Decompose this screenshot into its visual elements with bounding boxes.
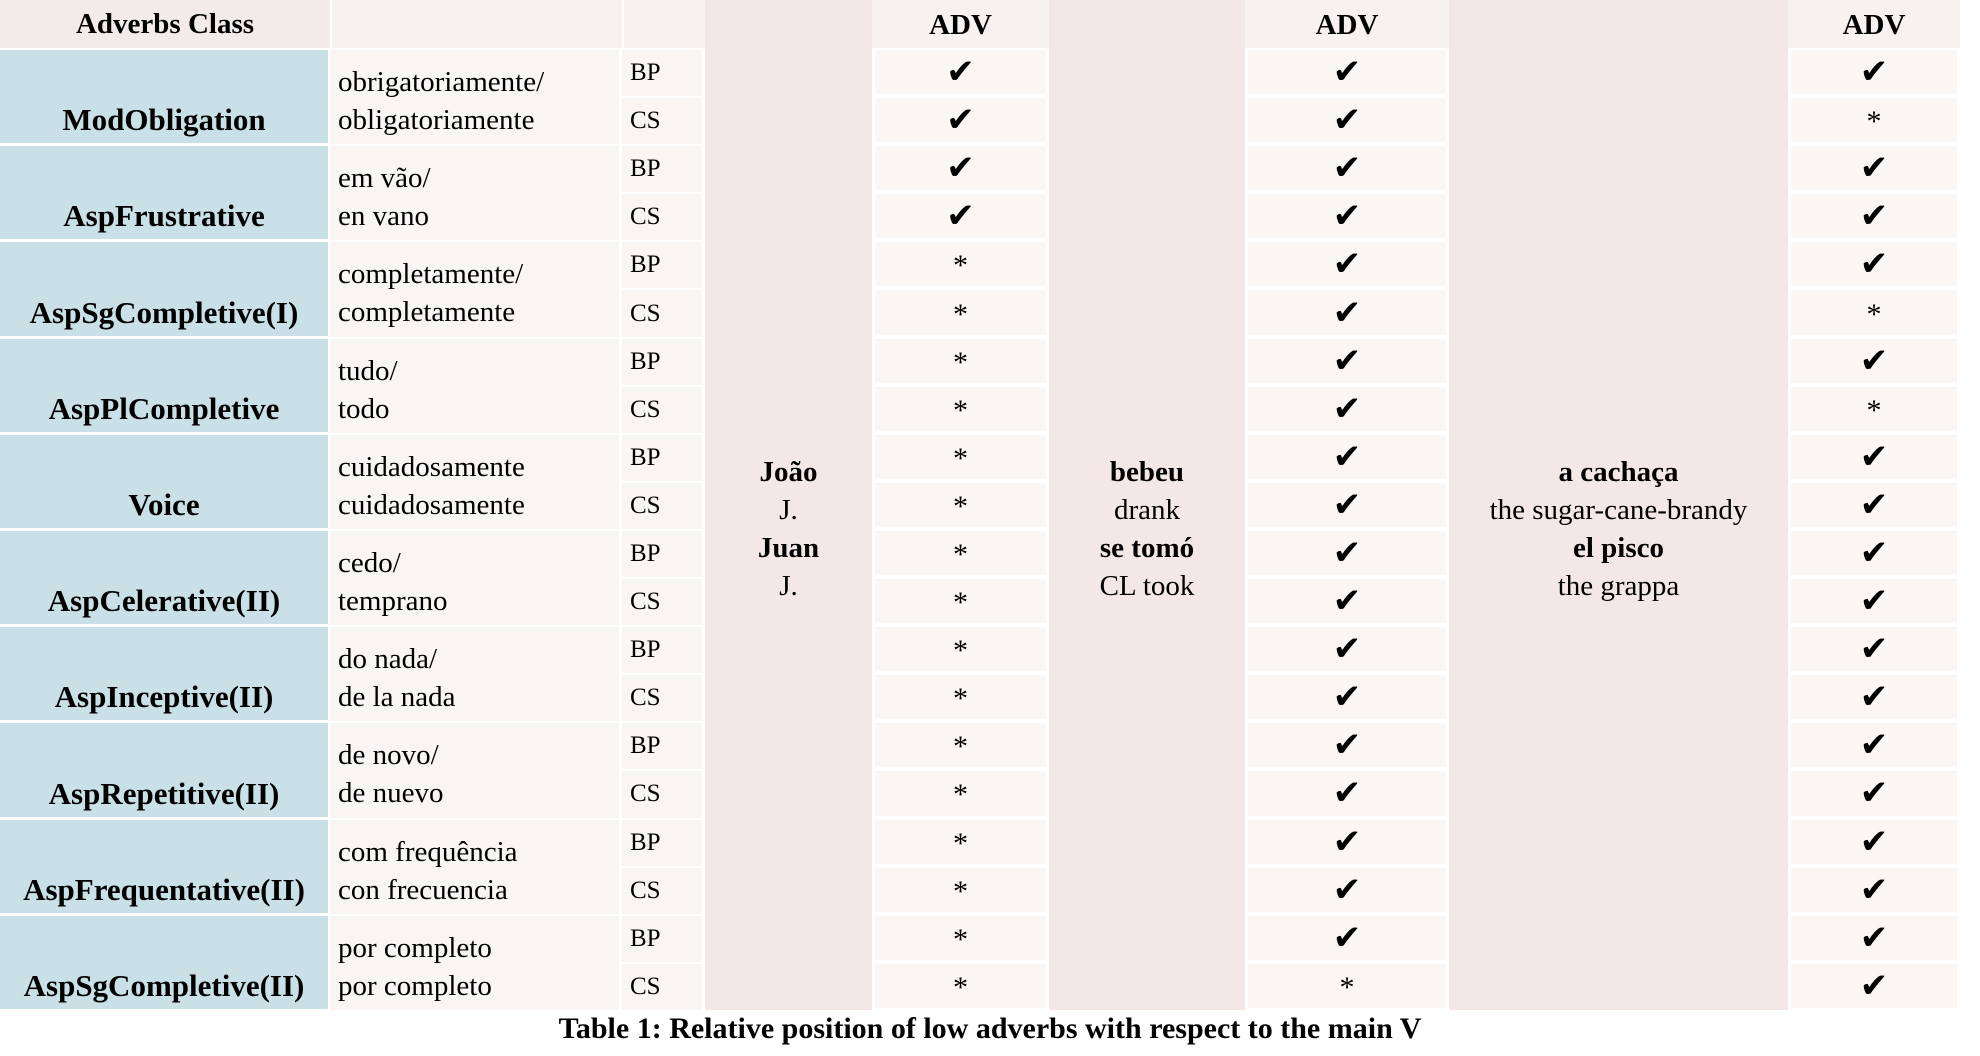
adverb-class-label: AspFrustrative: [0, 146, 328, 240]
adverb-forms: [330, 242, 619, 336]
header-adverbs-class: Adverbs Class: [0, 0, 330, 48]
judgement-cs-adv1: ✔: [875, 194, 1046, 238]
adverb-bp: cuidadosamente: [338, 450, 525, 483]
header-blank-adverb: [332, 0, 622, 48]
subject-bp: João: [759, 455, 818, 488]
adverb-class-label: AspInceptive(II): [0, 627, 328, 721]
adverb-class-label: AspFrequentative(II): [0, 820, 328, 914]
judgement-bp-adv3: ✔: [1791, 820, 1957, 864]
judgement-cs-adv2: ✔: [1248, 387, 1446, 431]
adverb-forms: [330, 531, 619, 625]
judgement-cs-adv3: ✔: [1791, 964, 1957, 1008]
adverb-bp: obrigatoriamente/: [338, 66, 545, 99]
judgement-bp-adv2: ✔: [1248, 435, 1446, 479]
judgement-bp-adv2: ✔: [1248, 820, 1446, 864]
adverb-cs: de nuevo: [338, 777, 444, 810]
judgement-bp-adv1: *: [875, 916, 1046, 960]
judgement-cs-adv2: ✔: [1248, 483, 1446, 527]
language-label-cs: CS: [622, 387, 702, 433]
language-label-cs: CS: [622, 868, 702, 914]
language-label-cs: CS: [622, 483, 702, 529]
judgement-bp-adv1: *: [875, 627, 1046, 671]
judgement-cs-adv3: *: [1791, 290, 1957, 334]
judgement-bp-adv2: ✔: [1248, 242, 1446, 286]
header-adv-2: ADV: [1245, 0, 1449, 48]
judgement-cs-adv1: *: [875, 579, 1046, 623]
judgement-bp-adv3: ✔: [1791, 531, 1957, 575]
judgement-bp-adv1: *: [875, 242, 1046, 286]
subject-cs: Juan: [757, 531, 820, 564]
verb-column: [1049, 48, 1245, 1010]
judgement-cs-adv2: ✔: [1248, 771, 1446, 815]
judgement-cs-adv3: ✔: [1791, 194, 1957, 238]
adverb-bp: cedo/: [338, 547, 401, 580]
adverb-class-label: Voice: [0, 435, 328, 529]
judgement-cs-adv3: *: [1791, 98, 1957, 142]
judgement-cs-adv2: ✔: [1248, 579, 1446, 623]
adverb-class-label: AspSgCompletive(II): [0, 916, 328, 1010]
judgement-cs-adv2: ✔: [1248, 868, 1446, 912]
adverb-class-label: ModObligation: [0, 50, 328, 144]
language-label-bp: BP: [622, 627, 702, 673]
object-bp: a cachaça: [1558, 455, 1679, 488]
verb-cs: se tomó: [1099, 531, 1195, 564]
header-blank-verb: [1049, 0, 1245, 48]
adverb-bp: com frequência: [338, 835, 518, 868]
judgement-bp-adv3: ✔: [1791, 339, 1957, 383]
adverb-class-label: AspCelerative(II): [0, 531, 328, 625]
adverb-bp: em vão/: [338, 162, 431, 195]
adverb-cs: obligatoriamente: [338, 104, 535, 137]
adverb-class-label: AspSgCompletive(I): [0, 242, 328, 336]
language-label-bp: BP: [622, 242, 702, 288]
header-blank-lang: [624, 0, 705, 48]
judgement-bp-adv3: ✔: [1791, 146, 1957, 190]
adverb-forms: [330, 916, 619, 1010]
table-caption: Table 1: Relative position of low adverbs with respect to the main V: [558, 1012, 1422, 1045]
judgement-bp-adv3: ✔: [1791, 50, 1957, 94]
judgement-bp-adv1: *: [875, 820, 1046, 864]
language-label-cs: CS: [622, 290, 702, 336]
language-label-cs: CS: [622, 194, 702, 240]
judgement-cs-adv3: *: [1791, 387, 1957, 431]
judgement-cs-adv3: ✔: [1791, 771, 1957, 815]
adverb-forms: [330, 50, 619, 144]
judgement-cs-adv1: ✔: [875, 98, 1046, 142]
object-cs: el pisco: [1572, 531, 1665, 564]
judgement-bp-adv3: ✔: [1791, 723, 1957, 767]
adverb-forms: [330, 820, 619, 914]
verb-cs-gloss: CL took: [1099, 569, 1195, 602]
language-label-bp: BP: [622, 50, 702, 96]
adverb-forms: [330, 435, 619, 529]
judgement-bp-adv1: *: [875, 339, 1046, 383]
header-adv-3: ADV: [1788, 0, 1960, 48]
judgement-bp-adv2: ✔: [1248, 531, 1446, 575]
adverb-bp: do nada/: [338, 643, 438, 676]
language-label-bp: BP: [622, 146, 702, 192]
judgement-cs-adv1: *: [875, 771, 1046, 815]
adverb-cs: cuidadosamente: [338, 488, 525, 521]
header-adv-1: ADV: [872, 0, 1049, 48]
header-blank-object: [1449, 0, 1788, 48]
language-label-cs: CS: [622, 771, 702, 817]
judgement-cs-adv1: *: [875, 387, 1046, 431]
judgement-bp-adv1: *: [875, 435, 1046, 479]
judgement-bp-adv3: ✔: [1791, 627, 1957, 671]
judgement-bp-adv2: ✔: [1248, 146, 1446, 190]
subject-cs-gloss: J.: [779, 569, 798, 602]
adverb-forms: [330, 146, 619, 240]
judgement-bp-adv1: *: [875, 531, 1046, 575]
language-label-bp: BP: [622, 723, 702, 769]
adverb-cs: por completo: [338, 969, 492, 1002]
adverb-bp: de novo/: [338, 739, 439, 772]
judgement-bp-adv3: ✔: [1791, 242, 1957, 286]
judgement-cs-adv1: *: [875, 290, 1046, 334]
judgement-cs-adv2: ✔: [1248, 675, 1446, 719]
adverb-bp: por completo: [338, 931, 492, 964]
adverb-forms: [330, 339, 619, 433]
language-label-bp: BP: [622, 916, 702, 962]
judgement-bp-adv1: *: [875, 723, 1046, 767]
judgement-bp-adv1: ✔: [875, 50, 1046, 94]
language-label-cs: CS: [622, 675, 702, 721]
adverb-cs: con frecuencia: [338, 873, 508, 906]
adverb-cs: completamente: [338, 296, 516, 329]
adverb-cs: temprano: [338, 585, 448, 618]
adverb-cs: todo: [338, 392, 390, 425]
adverb-cs: en vano: [338, 200, 429, 233]
judgement-cs-adv1: *: [875, 964, 1046, 1008]
judgement-cs-adv3: ✔: [1791, 579, 1957, 623]
judgement-cs-adv2: *: [1248, 964, 1446, 1008]
adverb-bp: completamente/: [338, 258, 524, 291]
judgement-cs-adv1: *: [875, 483, 1046, 527]
object-bp-gloss: the sugar-cane-brandy: [1489, 493, 1748, 526]
object-column: [1449, 48, 1788, 1010]
adverb-class-label: AspPlCompletive: [0, 339, 328, 433]
adverb-bp: tudo/: [338, 354, 398, 387]
judgement-bp-adv3: ✔: [1791, 435, 1957, 479]
language-label-bp: BP: [622, 435, 702, 481]
language-label-cs: CS: [622, 579, 702, 625]
judgement-bp-adv2: ✔: [1248, 627, 1446, 671]
language-label-bp: BP: [622, 820, 702, 866]
judgement-bp-adv2: ✔: [1248, 723, 1446, 767]
object-cs-gloss: the grappa: [1557, 569, 1680, 602]
judgement-cs-adv3: ✔: [1791, 675, 1957, 719]
header-blank-subject: [705, 0, 872, 48]
language-label-bp: BP: [622, 339, 702, 385]
judgement-cs-adv2: ✔: [1248, 98, 1446, 142]
adverb-forms: [330, 627, 619, 721]
judgement-cs-adv2: ✔: [1248, 290, 1446, 334]
adverb-cs: de la nada: [338, 681, 456, 714]
adverb-forms: [330, 723, 619, 817]
judgement-bp-adv3: ✔: [1791, 916, 1957, 960]
judgement-bp-adv2: ✔: [1248, 50, 1446, 94]
language-label-cs: CS: [622, 964, 702, 1010]
language-label-cs: CS: [622, 98, 702, 144]
judgement-cs-adv3: ✔: [1791, 868, 1957, 912]
judgement-cs-adv2: ✔: [1248, 194, 1446, 238]
judgement-cs-adv1: *: [875, 868, 1046, 912]
verb-bp-gloss: drank: [1113, 493, 1181, 526]
judgement-cs-adv3: ✔: [1791, 483, 1957, 527]
judgement-bp-adv1: ✔: [875, 146, 1046, 190]
adverb-class-label: AspRepetitive(II): [0, 723, 328, 817]
subject-bp-gloss: J.: [779, 493, 798, 526]
judgement-bp-adv2: ✔: [1248, 916, 1446, 960]
language-label-bp: BP: [622, 531, 702, 577]
judgement-cs-adv1: *: [875, 675, 1046, 719]
subject-column: [705, 48, 872, 1010]
verb-bp: bebeu: [1109, 455, 1185, 488]
judgement-bp-adv2: ✔: [1248, 339, 1446, 383]
